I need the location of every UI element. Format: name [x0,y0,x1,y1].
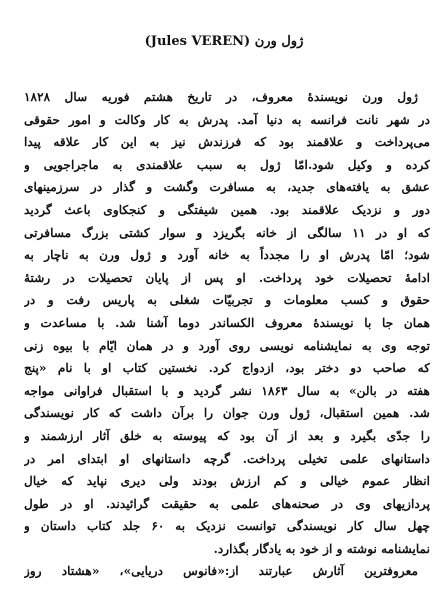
text-line: کرده و وکیل شود.امّا ژول به سبب علاقمندی به ماجراجویی و [24,157,430,172]
text-line: را جدّی بگیرد و بعد از آن بود که پیوسته به خلق آثار ارزشمند و [24,428,430,443]
text-line: که او در ۱۱ سالگی از خانه بگریزد و سوار کشتی بزرگ مسافرتی [24,225,430,240]
text-line: در شهر نانت فرانسه به دنیا آمد. پدرش به کار وکالت و امور حقوقی [24,112,430,127]
text-line: هفته در بالن» به سال ۱۸۶۳ نشر گردید و با استقبال فراوانی مواجه [24,383,430,398]
text-line: دور و نزدیک علاقمند بود. همین شیفتگی و کنجکاوی باعث گردید [24,202,430,217]
text-line: که صاحب دو دختر بود، ازدواج کرد. نخستین کتاب او با نام «پنج [24,361,430,376]
text-line: چهل سال کار نویسندگی توانست نزدیک به ۶۰ جلد کتاب داستان و [24,519,430,534]
body-text [24,86,430,583]
page-title: ژول ورن (Jules VEREN) [144,34,304,49]
text-line: شد. همین استقبال، ژول ورن جوان را برآن داشت که کار نویسندگی [24,406,430,421]
text-line: ژول ورن نویسندهٔ معروف، در تاریخ هشتم فوریه سال ۱۸۲۸ [24,90,418,104]
text-line: می‌پرداخت و علاقمند بود که فرزندش نیز به این کار علاقه پیدا [24,135,430,150]
text-line: ادامهٔ تحصیلات خود پرداخت. او پس از پایان تحصیلات در رشتهٔ [24,270,430,285]
text-line: داستانهای علمی تخیلی پرداخت. گرچه داستانهای او ابتدای امر در [24,451,430,466]
text-line: حقوق و کسب معلومات و تجربیّات شغلی به پاریس رفت و در [24,293,430,308]
text-line: انظار عموم خیالی و کم ارزش بودند ولی دیری نپاید که خیال [24,474,430,489]
text-line: شود؛ امّا پدرش او را مجدداً به خانه آورد و ژول ورن به ناچار به [24,248,430,263]
text-line: معروفترین آثارش عبارتند از:«فانوس دریایی»، «هشتاد روز [24,564,418,579]
text-line: عشق به یافته‌های جدید، به مسافرت وگشت و گذار در سرزمینهای [24,180,430,195]
text-line: همان جا با نویسندهٔ معروف الکساندر دوما آشنا شد. با مساعدت و [24,315,430,330]
text-line: پردازیهای وی در صحنه‌های علمی به حقیقت گرائیدند. او در طول [24,496,430,511]
text-line: نمایشنامه نوشته و از خود به یادگار بگذارد. [213,541,430,556]
text-line: توجه وی به نمایشنامه نویسی روی آورد و در همان ایّام با بیوه زنی [24,338,430,353]
